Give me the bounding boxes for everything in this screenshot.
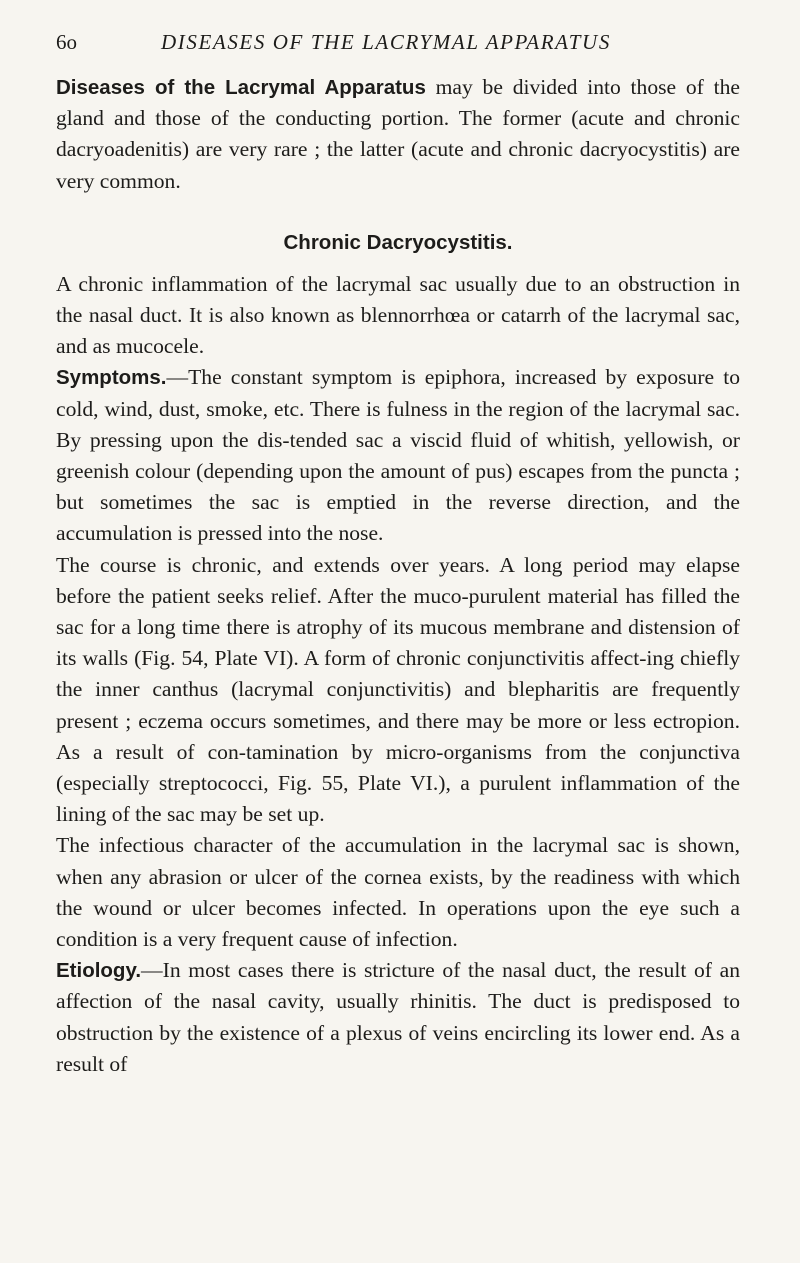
etiology-lead: Etiology. bbox=[56, 959, 142, 983]
etiology-text: —In most cases there is stricture of the nasal duct, the result of an affection of the nasal cavity, usually rhinitis. The duct is predisposed to obstruction by the existence of a plexus of veins encircling its lower end. As a result of bbox=[56, 958, 740, 1076]
etiology-paragraph bbox=[56, 955, 740, 1080]
page-number: 6o bbox=[56, 30, 77, 54]
symptoms-lead: Symptoms. bbox=[56, 366, 167, 390]
running-title: DISEASES OF THE LACRYMAL APPARATUS bbox=[161, 30, 611, 54]
infectious-paragraph: The infectious character of the accumulation in the lacrymal sac is shown, when any abrasion or ulcer of the cornea exists, by the readiness with which the wound or ulcer becomes infected. In operations upon the eye such a condition is a very frequent cause of infection. bbox=[56, 833, 740, 952]
symptoms-paragraph bbox=[56, 362, 740, 549]
intro-text: may be divided into those of the gland and those of the conducting portion. The former (acute and chronic dacryoadenitis) are very rare ; the latter (acute and chronic dacryocystitis) are very common. bbox=[56, 75, 741, 193]
symptoms-text: —The constant symptom is epiphora, increased by exposure to cold, wind, dust, smoke, etc. There is fulness in the region of the lacrymal sac. By pressing upon the dis-tended sac a viscid fluid of whitish, yellowish, or greenish colour (depending upon the amount of pus) escapes from the puncta ; but sometimes the sac is emptied in the reverse direction, and the accumulation is pressed into the nose. bbox=[56, 365, 740, 546]
section-heading: Chronic Dacryocystitis. bbox=[283, 230, 513, 254]
definition-paragraph: A chronic inflammation of the lacrymal sac usually due to an obstruction in the nasal duct. It is also known as blennorrhœa or catarrh of the lacrymal sac, and as mucocele. bbox=[56, 271, 740, 359]
course-paragraph: The course is chronic, and extends over years. A long period may elapse before the patient seeks relief. After the muco-purulent material has filled the sac for a long time there is atrophy of its mucous membrane and distension of its walls (Fig. 54, Plate VI). A form of chronic conjunctivitis affect-ing chiefly the inner canthus (lacrymal conjunctivitis) and blepharitis are frequently present ; eczema occurs sometimes, and there may be more or less ectropion. As a result of con-tamination by micro-organisms from the conjunctiva (especially streptococci, Fig. 55, Plate VI.), a purulent inflammation of the lining of the sac may be set up. bbox=[56, 552, 740, 827]
running-header bbox=[56, 30, 740, 64]
intro-lead: Diseases of the Lacrymal Apparatus bbox=[56, 76, 426, 99]
intro-paragraph bbox=[56, 72, 740, 197]
